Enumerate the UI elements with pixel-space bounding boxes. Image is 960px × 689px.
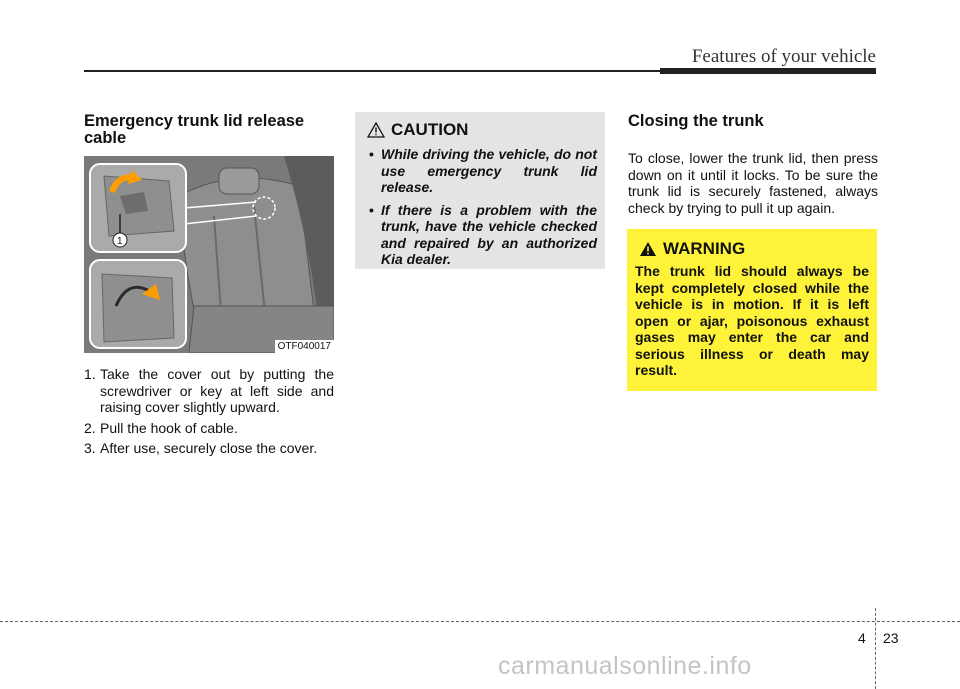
trunk-release-illustration xyxy=(84,156,334,353)
warning-triangle-icon xyxy=(639,241,657,257)
callout-number: 1 xyxy=(117,236,123,247)
heading-line-1: Emergency trunk lid release xyxy=(84,112,305,130)
closing-trunk-heading: Closing the trunk xyxy=(628,112,764,130)
closing-trunk-text: To close, lower the trunk lid, then press down on it until it locks. To be sure the trunk lid is securely fastened, always check by trying to pull it up again. xyxy=(628,150,878,216)
caution-list xyxy=(367,146,597,274)
seat-illustration-svg xyxy=(84,156,334,353)
running-header: Features of your vehicle xyxy=(691,46,876,67)
caution-label: CAUTION xyxy=(391,120,469,139)
release-steps-list xyxy=(84,366,334,461)
bullet: • xyxy=(369,201,374,218)
footer-vertical-rule xyxy=(875,608,876,689)
bullet: • xyxy=(369,146,374,162)
warning-text: The trunk lid should always be kept completely closed while the vehicle is in motion. If it is left open or ajar, poisonous exhaust gases may enter the car and serious illness or death may result. xyxy=(635,263,869,378)
step-number: 1. xyxy=(84,366,96,382)
step-text: Take the cover out by putting the screwdriver or key at left side and raising cover slightly upward. xyxy=(100,366,334,415)
list-item xyxy=(84,440,334,457)
watermark: carmanualsonline.info xyxy=(498,652,752,680)
warning-title xyxy=(639,239,745,259)
caution-box xyxy=(355,112,605,269)
caution-triangle-icon xyxy=(367,122,385,138)
chapter-number: 4 xyxy=(858,630,866,646)
heading-line-2: cable xyxy=(84,129,127,147)
step-text: Pull the hook of cable. xyxy=(100,419,238,436)
step-number: 2. xyxy=(84,419,96,436)
caution-item-text: If there is a problem with the trunk, have the vehicle checked and repaired by an authorized Kia dealer. xyxy=(381,201,597,267)
figure-code: OTF040017 xyxy=(275,340,334,353)
list-item xyxy=(367,202,597,268)
page-number: 23 xyxy=(883,630,899,646)
caution-item-text: While driving the vehicle, do not use emergency trunk lid release. xyxy=(381,146,597,195)
caution-title xyxy=(367,120,468,140)
step-number: 3. xyxy=(84,440,96,456)
emergency-release-heading xyxy=(84,113,334,147)
list-item xyxy=(84,366,334,416)
list-item xyxy=(84,420,334,437)
warning-label: WARNING xyxy=(663,239,746,258)
list-item xyxy=(367,146,597,196)
footer-dashed-rule xyxy=(0,621,960,622)
header-rule-accent xyxy=(660,68,876,74)
step-text: After use, securely close the cover. xyxy=(100,440,318,456)
warning-box xyxy=(627,229,877,391)
